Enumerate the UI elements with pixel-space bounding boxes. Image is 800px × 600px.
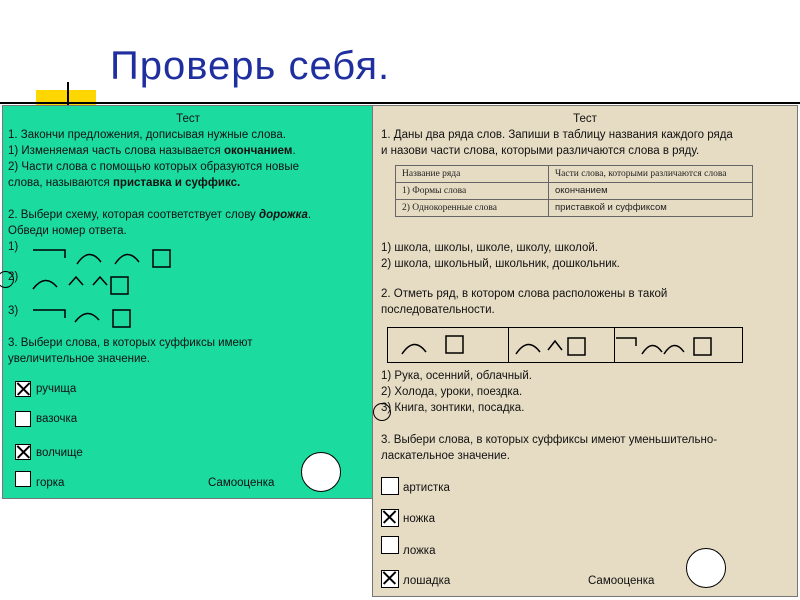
answer-option-3: 3) Книга, зонтики, посадка. xyxy=(381,402,525,414)
slide-title: Проверь себя. xyxy=(110,44,391,88)
table-header-cell: Части слова, которыми различаются слова xyxy=(549,166,753,183)
checkbox-lozhka[interactable] xyxy=(381,536,399,554)
left-question-3: 3. Выбери слова, в которых суффиксы имеют xyxy=(8,337,253,349)
answer-ending: окончанием xyxy=(223,145,293,157)
word-ruchishcha: ручища xyxy=(36,383,77,395)
right-question-3: 3. Выбери слова, в которых суффиксы имеют уменьшительно- xyxy=(381,434,718,446)
left-test-header: Тест xyxy=(176,113,200,125)
scheme-option-2-label: 2) xyxy=(8,271,19,283)
word-row-1: 1) школа, школы, школе, школу, школой. xyxy=(381,242,598,254)
left-question-3-line2: увеличительное значение. xyxy=(8,353,151,365)
word-loshadka: лошадка xyxy=(403,575,451,587)
checkbox-loshadka[interactable] xyxy=(381,570,399,588)
answer-option-2: 2) Холода, уроки, поездка. xyxy=(381,386,523,398)
left-question-2-line2: Обведи номер ответа. xyxy=(8,225,127,237)
left-question-1-2: 2) Части слова с помощью которых образуются новые xyxy=(8,161,299,173)
table-header-cell: Название ряда xyxy=(396,166,549,183)
word-volchishche: волчище xyxy=(36,447,83,459)
word-rows-table xyxy=(395,165,753,217)
word-row-2: 2) школа, школьный, школьник, дошкольник. xyxy=(381,258,620,270)
checkbox-volchishche[interactable] xyxy=(15,444,31,460)
word-gorka: горка xyxy=(36,477,65,489)
answer-prefix-suffix: приставка и суффикс. xyxy=(112,177,241,189)
left-self-assessment-circle[interactable] xyxy=(301,452,341,492)
answer-option-1: 1) Рука, осенний, облачный. xyxy=(381,370,532,382)
table-cell: 1) Формы слова xyxy=(396,183,549,200)
scheme-option-1 xyxy=(31,244,181,272)
left-test-panel xyxy=(2,105,374,499)
scheme-option-2 xyxy=(31,271,141,299)
left-question-1-2-line2: слова, называются приставка и суффикс. xyxy=(8,177,241,189)
table-cell: окончанием xyxy=(549,183,753,200)
target-word: дорожка xyxy=(259,209,308,221)
right-question-2-line2: последовательности. xyxy=(381,304,495,316)
left-question-1: 1. Закончи предложения, дописывая нужные слова. xyxy=(8,129,286,141)
right-question-1: 1. Даны два ряда слов. Запиши в таблицу названия каждого ряда xyxy=(381,129,733,141)
table-cell: приставкой и суффиксом xyxy=(549,200,753,217)
left-self-assessment-label: Самооценка xyxy=(208,477,275,489)
table-header-row xyxy=(396,166,753,183)
scheme-option-3-label: 3) xyxy=(8,305,19,317)
right-question-1-line2: и назови части слова, которыми различаются слова в ряду. xyxy=(381,145,700,157)
left-question-2: 2. Выбери схему, которая соответствует слову дорожка. xyxy=(8,209,312,221)
word-vazochka: вазочка xyxy=(36,413,78,425)
scheme-sequence-table xyxy=(387,327,743,363)
checkbox-artistka[interactable] xyxy=(381,477,399,495)
word-nozhka: ножка xyxy=(403,513,435,525)
word-artistka: артистка xyxy=(403,482,450,494)
checkbox-nozhka[interactable] xyxy=(381,509,399,527)
right-question-2: 2. Отметь ряд, в котором слова расположены в такой xyxy=(381,288,668,300)
right-test-header: Тест xyxy=(573,113,597,125)
checkbox-ruchishcha[interactable] xyxy=(15,381,31,397)
checkbox-gorka[interactable] xyxy=(15,471,31,487)
left-question-1-1: 1) Изменяемая часть слова называется окончанием. xyxy=(8,145,296,157)
word-lozhka: ложка xyxy=(403,545,436,557)
right-self-assessment-label: Самооценка xyxy=(588,575,655,587)
table-row xyxy=(396,200,753,217)
right-question-3-line2: ласкательное значение. xyxy=(381,450,510,462)
table-row xyxy=(396,183,753,200)
scheme-sequence-drawings xyxy=(388,328,742,362)
decorative-horizontal-line xyxy=(0,102,800,104)
scheme-option-3 xyxy=(31,302,141,332)
right-test-panel xyxy=(372,105,798,597)
scheme-option-1-label: 1) xyxy=(8,241,19,253)
table-cell: 2) Однокоренные слова xyxy=(396,200,549,217)
right-self-assessment-circle[interactable] xyxy=(686,548,726,588)
checkbox-vazochka[interactable] xyxy=(15,411,31,427)
